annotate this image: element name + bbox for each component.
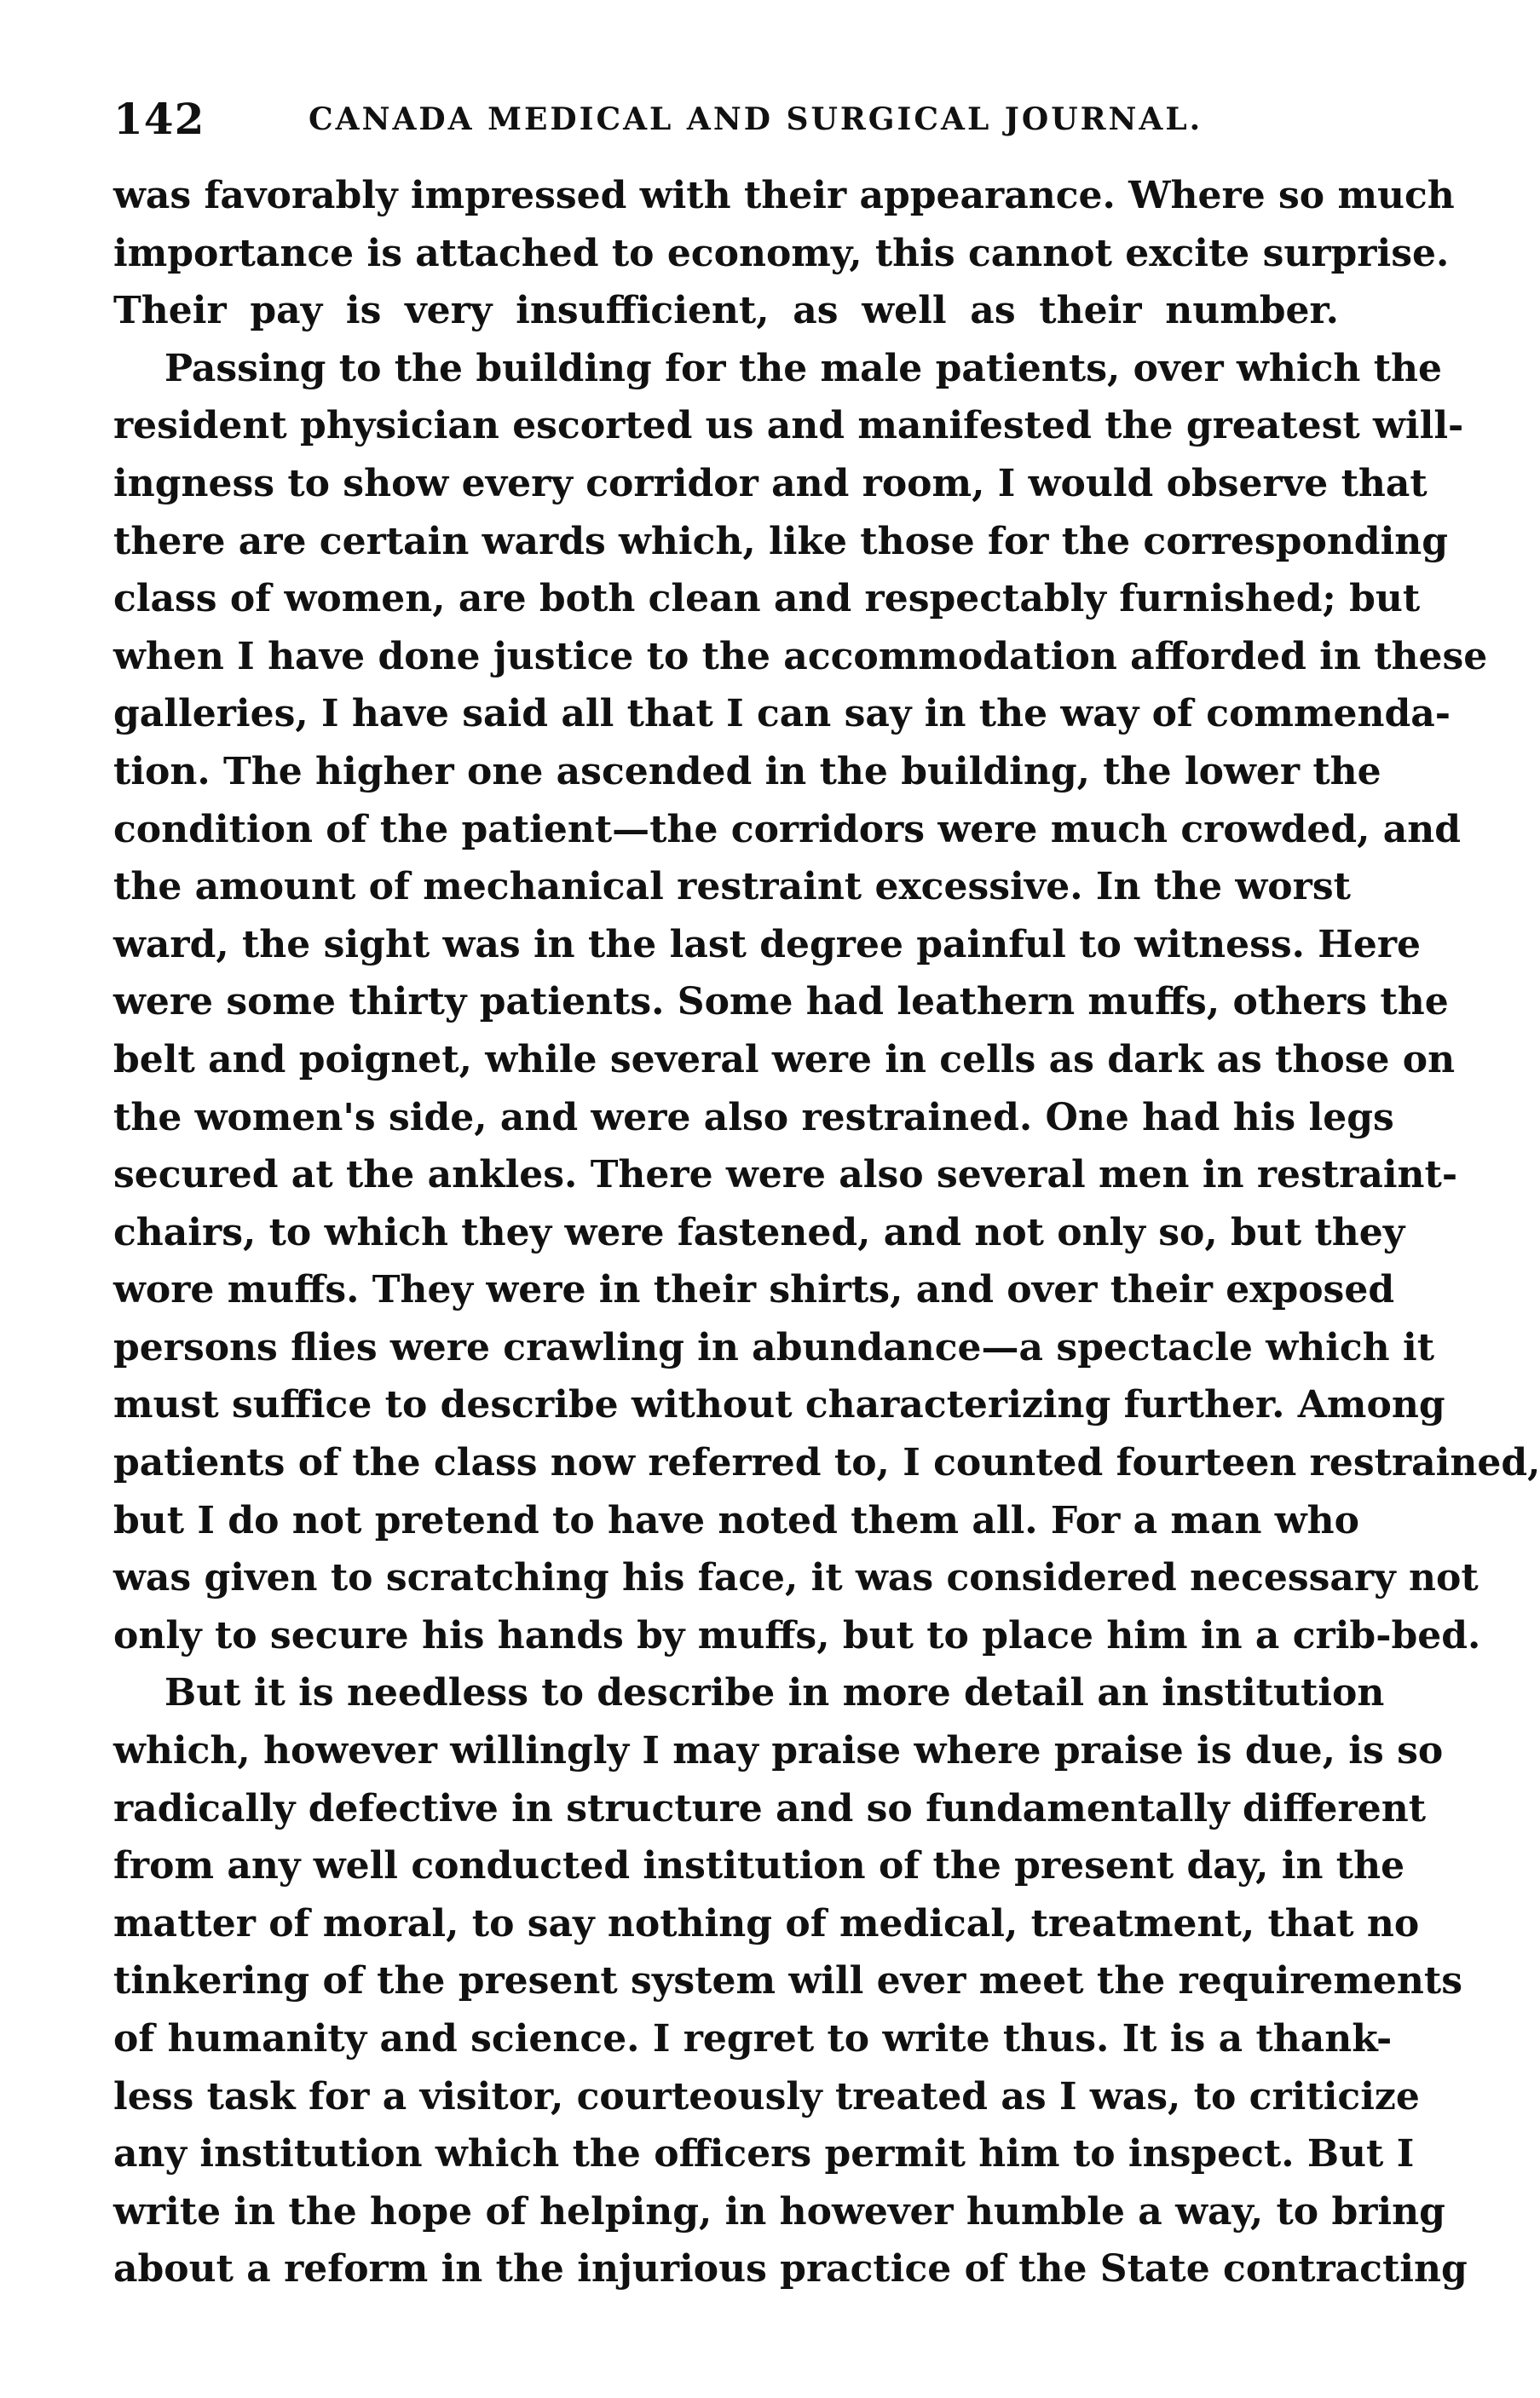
text-line: Their pay is very insufficient, as well as their number.	[113, 289, 1339, 333]
text-line: belt and poignet, while several were in cells as dark as those on	[113, 1037, 1456, 1081]
text-line: galleries, I have said all that I can say in the way of commenda-	[113, 692, 1451, 736]
text-line: was favorably impressed with their appearance. Where so much	[113, 174, 1455, 217]
text-line: of humanity and science. I regret to write thus. It is a thank-	[113, 2017, 1393, 2061]
text-line: secured at the ankles. There were also several men in restraint-	[113, 1153, 1458, 1197]
text-line: class of women, are both clean and respectably furnished; but	[113, 577, 1421, 621]
text-line: the women's side, and were also restrained. One had his legs	[113, 1095, 1394, 1139]
page-number: 142	[113, 94, 205, 144]
text-line: chairs, to which they were fastened, and not only so, but they	[113, 1210, 1405, 1254]
text-line: tinkering of the present system will ever meet the requirements	[113, 1959, 1463, 2003]
text-line: patients of the class now referred to, I counted fourteen restrained,	[113, 1441, 1540, 1485]
paragraph-start-line: Passing to the building for the male patients, over which the	[164, 346, 1443, 390]
text-line: only to secure his hands by muffs, but to place him in a crib-bed.	[113, 1613, 1481, 1657]
text-line: about a reform in the injurious practice of the State contracting	[113, 2247, 1468, 2291]
running-head	[113, 85, 1341, 153]
text-line: matter of moral, to say nothing of medical, treatment, that no	[113, 1901, 1420, 1945]
text-line: there are certain wards which, like those for the corresponding	[113, 519, 1449, 563]
text-line: was given to scratching his face, it was considered necessary not	[113, 1556, 1479, 1600]
text-line: from any well conducted institution of the present day, in the	[113, 1844, 1405, 1888]
text-line: write in the hope of helping, in however humble a way, to bring	[113, 2189, 1445, 2234]
text-line: tion. The higher one ascended in the building, the lower the	[113, 749, 1381, 793]
body-text	[113, 167, 1540, 2298]
text-line: when I have done justice to the accommodation afforded in these	[113, 634, 1488, 678]
text-line: the amount of mechanical restraint excessive. In the worst	[113, 865, 1351, 909]
text-line: less task for a visitor, courteously treated as I was, to criticize	[113, 2074, 1420, 2118]
text-line: but I do not pretend to have noted them all. For a man who	[113, 1498, 1360, 1542]
text-line: ward, the sight was in the last degree painful to witness. Here	[113, 922, 1422, 966]
text-line: were some thirty patients. Some had leathern muffs, others the	[113, 980, 1449, 1024]
text-line: condition of the patient—the corridors were much crowded, and	[113, 807, 1462, 851]
text-line: ingness to show every corridor and room, I would observe that	[113, 461, 1428, 505]
text-line: which, however willingly I may praise where praise is due, is so	[113, 1729, 1444, 1773]
journal-title: CANADA MEDICAL AND SURGICAL JOURNAL.	[309, 101, 1203, 137]
text-line: importance is attached to economy, this cannot excite surprise.	[113, 231, 1450, 275]
text-line: wore muffs. They were in their shirts, and over their exposed	[113, 1268, 1395, 1312]
text-line: resident physician escorted us and manifested the greatest will-	[113, 404, 1464, 448]
text-line: radically defective in structure and so fundamentally different	[113, 1786, 1427, 1830]
text-line: must suffice to describe without characterizing further. Among	[113, 1383, 1445, 1427]
text-line: any institution which the officers permit him to inspect. But I	[113, 2132, 1415, 2176]
text-line: persons flies were crawling in abundance—a spectacle which it	[113, 1325, 1435, 1369]
paragraph-start-line: But it is needless to describe in more detail an institution	[164, 1671, 1385, 1715]
